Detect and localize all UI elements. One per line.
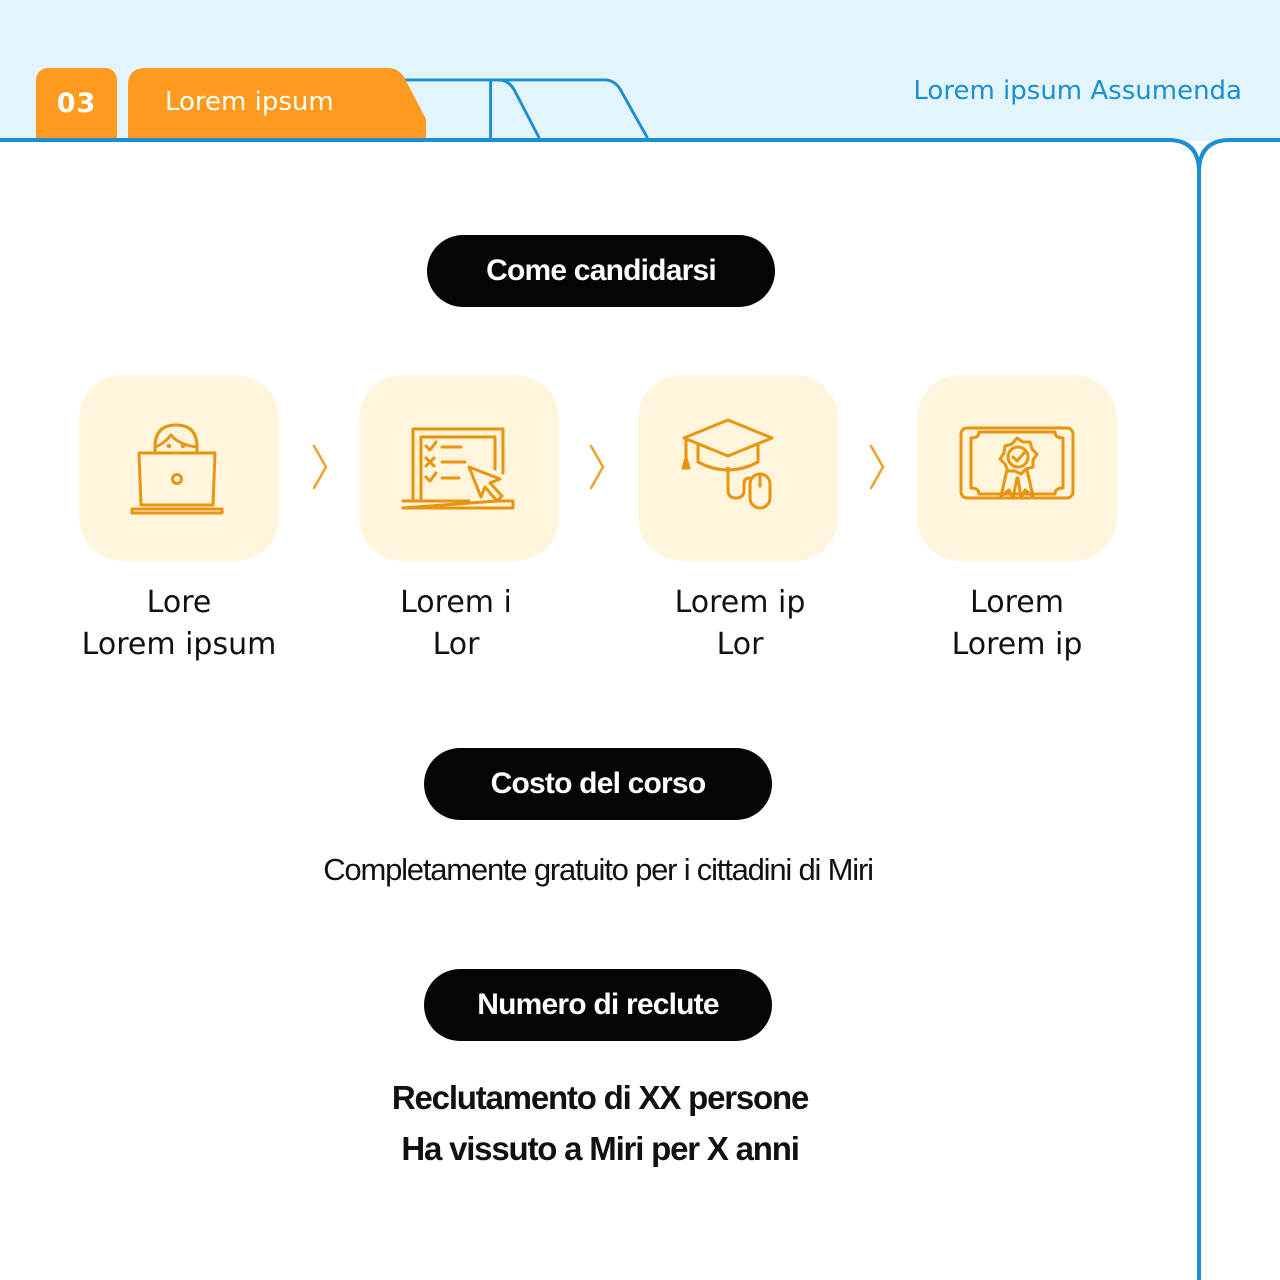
recruits-title-pill: Numero di reclute <box>424 969 772 1041</box>
recruits-line-2: Ha vissuto a Miri per X anni <box>401 1130 799 1167</box>
step-label-1 <box>39 582 319 666</box>
step-card-1 <box>79 375 279 561</box>
certificate-icon <box>957 418 1077 518</box>
step-label-3 <box>600 582 880 666</box>
checklist-laptop-icon <box>399 413 519 523</box>
chevron-right-icon-2 <box>587 442 607 492</box>
step-label-3-line2: Lor <box>716 627 764 662</box>
step-card-4 <box>917 375 1117 561</box>
person-laptop-icon <box>124 413 234 523</box>
cost-title-pill: Costo del corso <box>424 748 772 820</box>
recruits-text <box>0 1072 1200 1174</box>
step-label-3-line1: Lorem ip <box>674 585 806 620</box>
step-card-2 <box>359 375 559 561</box>
step-label-2 <box>316 582 596 666</box>
step-label-2-line2: Lor <box>432 627 480 662</box>
step-card-3 <box>638 375 838 561</box>
step-label-2-line1: Lorem i <box>400 585 512 620</box>
chevron-right-icon-3 <box>867 442 887 492</box>
step-label-4-line2: Lorem ip <box>951 627 1083 662</box>
section-number-tab: 03 <box>36 68 117 138</box>
step-label-1-line2: Lorem ipsum <box>81 627 277 662</box>
tab-active-label: Lorem ipsum <box>165 87 334 117</box>
step-label-4 <box>877 582 1157 666</box>
cost-text: Completamente gratuito per i cittadini di Miri <box>323 852 873 887</box>
tab-active[interactable] <box>128 67 428 139</box>
brand-text: Lorem ipsum Assumenda <box>913 76 1242 106</box>
recruits-line-1: Reclutamento di XX persone <box>391 1079 809 1116</box>
step-label-1-line1: Lore <box>146 585 212 620</box>
graduation-cap-mouse-icon <box>678 408 798 528</box>
step-label-4-line1: Lorem <box>970 585 1064 620</box>
apply-title-pill: Come candidarsi <box>427 235 775 307</box>
chevron-right-icon-1 <box>310 442 330 492</box>
